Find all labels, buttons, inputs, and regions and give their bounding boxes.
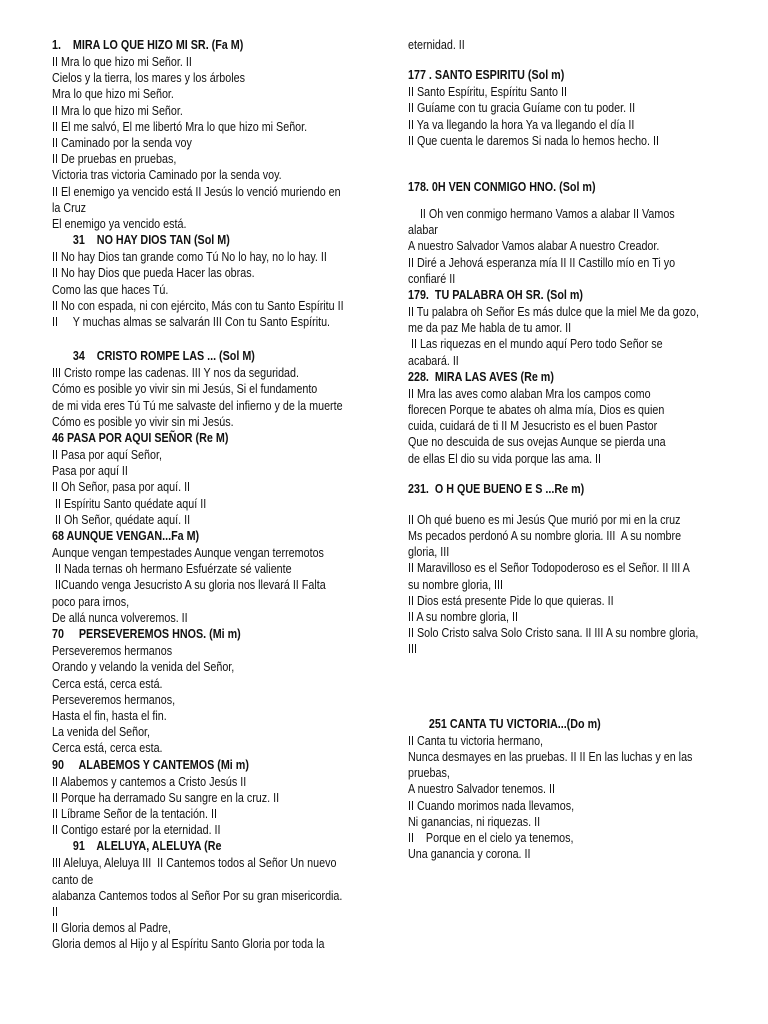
lyric-line: A nuestro Salvador tenemos. II [408, 782, 556, 797]
lyric-line: II Mra las aves como alaban Mra los campos como [408, 386, 651, 401]
lyric-line: II Que cuenta le daremos Si nada lo hemos hecho. II [408, 133, 659, 148]
lyric-line: II Guíame con tu gracia Guíame con tu poder. II [408, 101, 636, 116]
lyric-line: II Alabemos y cantemos a Cristo Jesús II [52, 774, 247, 789]
lyric-line: florecen Porque te abates oh alma mía, Dios es quien [408, 403, 665, 418]
lyric-line: III Cristo rompe las cadenas. III Y nos da seguridad. [52, 366, 299, 381]
lyric-line: pruebas, [408, 766, 450, 781]
lyric-line: II De pruebas en pruebas, [52, 152, 177, 167]
hymn-title: 70 PERSEVEREMOS HNOS. (Mi m) [52, 627, 241, 642]
lyric-line: poco para irnos, [52, 594, 130, 609]
lyric-line: II Santo Espíritu, Espíritu Santo II [408, 85, 567, 100]
lyric-line: cuida, cuidará de ti II M Jesucristo es el buen Pastor [408, 419, 658, 434]
lyric-line: II Líbrame Señor de la tentación. II [52, 806, 217, 821]
lyric-line: Cerca está, cerca está. [52, 676, 163, 691]
lyric-line: de ellas El dio su vida porque las ama. II [408, 451, 602, 466]
hymn-title: 231. O H QUE BUENO E S ...Re m) [408, 481, 585, 496]
lyric-line: II Mra lo que hizo mi Señor. [52, 103, 183, 118]
hymn-title: 31 NO HAY DIOS TAN (Sol M) [52, 233, 230, 248]
lyric-line: Hasta el fin, hasta el fin. [52, 708, 167, 723]
lyric-line: II Diré a Jehová esperanza mía II II Castillo mío en Ti yo [408, 255, 676, 270]
lyric-line: III Aleluya, Aleluya III II Cantemos todos al Señor Un nuevo [52, 856, 337, 871]
lyric-line: Ms pecados perdonó A su nombre gloria. III A su nombre [408, 529, 682, 544]
lyric-line: eternidad. II [408, 38, 465, 52]
lyric-line: II [52, 904, 58, 919]
lyric-line: II El enemigo ya vencido está II Jesús lo venció muriendo en [52, 184, 341, 199]
lyric-line: II Solo Cristo salva Solo Cristo sana. II III A su nombre gloria, [408, 626, 699, 641]
lyric-line: II Tu palabra oh Señor Es más dulce que la miel Me da gozo, [408, 305, 700, 320]
lyric-line: Cerca está, cerca esta. [52, 741, 163, 756]
lyric-line: la Cruz [52, 200, 87, 215]
lyric-line: De allá nunca volveremos. II [52, 610, 188, 625]
lyric-line: Gloria demos al Hijo y al Espíritu Santo Gloria por toda la [52, 937, 325, 952]
lyric-line: II No hay Dios que pueda Hacer las obras. [52, 266, 255, 281]
lyric-line: II Maravilloso es el Señor Todopoderoso es el Señor. II III A [408, 561, 690, 576]
lyric-line: Perseveremos hermanos, [52, 692, 176, 707]
lyric-line: II A su nombre gloria, II [408, 610, 518, 625]
lyric-line: II Oh Señor, quédate aquí. II [52, 512, 191, 527]
lyric-line: Pasa por aquí II [52, 464, 128, 479]
lyric-line: acabará. II [408, 353, 459, 368]
right-column [408, 37, 720, 862]
lyric-line: confiaré II [408, 271, 456, 286]
lyric-line: Una ganancia y corona. II [408, 847, 531, 862]
lyric-line: II Y muchas almas se salvarán III Con tu Santo Espíritu. [52, 315, 331, 330]
lyric-line: II Ya va llegando la hora Ya va llegando el día II [408, 117, 635, 132]
lyric-line: Cómo es posible yo vivir sin mi Jesús. [52, 414, 234, 429]
lyric-line: II Cuando morimos nada llevamos, [408, 798, 575, 813]
lyric-line: Mra lo que hizo mi Señor. [52, 87, 174, 102]
lyric-line: canto de [52, 872, 94, 887]
lyric-line: III [408, 642, 417, 657]
lyric-line: Que no descuida de sus ovejas Aunque se pierda una [408, 435, 666, 450]
hymn-title: 177 . SANTO ESPIRITU (Sol m) [408, 68, 565, 83]
hymn-title: 68 AUNQUE VENGAN...Fa M) [52, 529, 200, 544]
lyric-line: Aunque vengan tempestades Aunque vengan terremotos [52, 546, 324, 561]
hymn-title: 251 CANTA TU VICTORIA...(Do m) [408, 716, 601, 731]
lyric-line: Victoria tras victoria Caminado por la senda voy. [52, 168, 282, 183]
lyric-line: Ni ganancias, ni riquezas. II [408, 814, 541, 829]
lyric-line: de mi vida eres Tú Tú me salvaste del infierno y de la muerte [52, 398, 343, 413]
lyric-line: II Oh Señor, pasa por aquí. II [52, 480, 191, 495]
lyric-line: La venida del Señor, [52, 725, 151, 740]
lyric-line: II Oh qué bueno es mi Jesús Que murió por mi en la cruz [408, 512, 681, 527]
lyric-line: El enemigo ya vencido está. [52, 217, 187, 232]
lyric-line: Perseveremos hermanos [52, 644, 173, 659]
lyric-line: Nunca desmayes en las pruebas. II II En las luchas y en las [408, 749, 693, 764]
lyric-line: II Caminado por la senda voy [52, 136, 192, 151]
lyric-line: Como las que haces Tú. [52, 282, 169, 297]
left-column [52, 37, 364, 953]
lyric-line: II No con espada, ni con ejército, Más con tu Santo Espíritu II [52, 298, 344, 313]
lyric-line: II Pasa por aquí Señor, [52, 448, 162, 463]
lyric-line: II Oh ven conmigo hermano Vamos a alabar II Vamos [408, 207, 675, 222]
lyric-line: Cómo es posible yo vivir sin mi Jesús, Si el fundamento [52, 382, 318, 397]
lyric-line: II Contigo estaré por la eternidad. II [52, 823, 221, 838]
lyric-line: gloria, III [408, 545, 450, 560]
hymn-title: 228. MIRA LAS AVES (Re m) [408, 369, 554, 384]
lyric-line: II No hay Dios tan grande como Tú No lo hay, no lo hay. II [52, 250, 327, 265]
lyric-line: II Canta tu victoria hermano, [408, 733, 544, 748]
lyric-line: Cielos y la tierra, los mares y los árboles [52, 71, 245, 86]
hymn-title: 34 CRISTO ROMPE LAS ... (Sol M) [52, 349, 255, 364]
hymn-title: 178. 0H VEN CONMIGO HNO. (Sol m) [408, 180, 596, 195]
hymn-title: 90 ALABEMOS Y CANTEMOS (Mi m) [52, 757, 249, 772]
lyric-line: II Dios está presente Pide lo que quieras. II [408, 593, 614, 608]
lyric-line: IICuando venga Jesucristo A su gloria nos llevará II Falta [52, 578, 326, 593]
lyric-line: me da paz Me habla de tu amor. II [408, 321, 572, 336]
hymn-title: 179. TU PALABRA OH SR. (Sol m) [408, 288, 584, 303]
lyric-line: II Espíritu Santo quédate aquí II [52, 496, 207, 511]
lyric-line: II Las riquezas en el mundo aquí Pero todo Señor se [408, 337, 663, 352]
hymn-title: 46 PASA POR AQUI SEÑOR (Re M) [52, 431, 229, 446]
lyric-line: II Gloria demos al Padre, [52, 921, 171, 936]
hymn-title: 91 ALELUYA, ALELUYA (Re [52, 839, 222, 854]
lyric-line: II Mra lo que hizo mi Señor. II [52, 55, 192, 69]
hymn-title: 1. MIRA LO QUE HIZO MI SR. (Fa M) [52, 38, 244, 52]
lyric-line: II Porque en el cielo ya tenemos, [408, 830, 574, 845]
lyric-line: II El me salvó, El me libertó Mra lo que hizo mi Señor. [52, 119, 308, 134]
lyric-line: A nuestro Salvador Vamos alabar A nuestro Creador. [408, 239, 660, 254]
lyric-line: II Porque ha derramado Su sangre en la cruz. II [52, 790, 280, 805]
lyric-line: Orando y velando la venida del Señor, [52, 660, 235, 675]
lyric-line: su nombre gloria, III [408, 577, 504, 592]
lyric-line: II Nada ternas oh hermano Esfuérzate sé valiente [52, 562, 292, 577]
lyric-line: alabar [408, 223, 438, 238]
lyric-line: alabanza Cantemos todos al Señor Por su gran misericordia. [52, 888, 343, 903]
